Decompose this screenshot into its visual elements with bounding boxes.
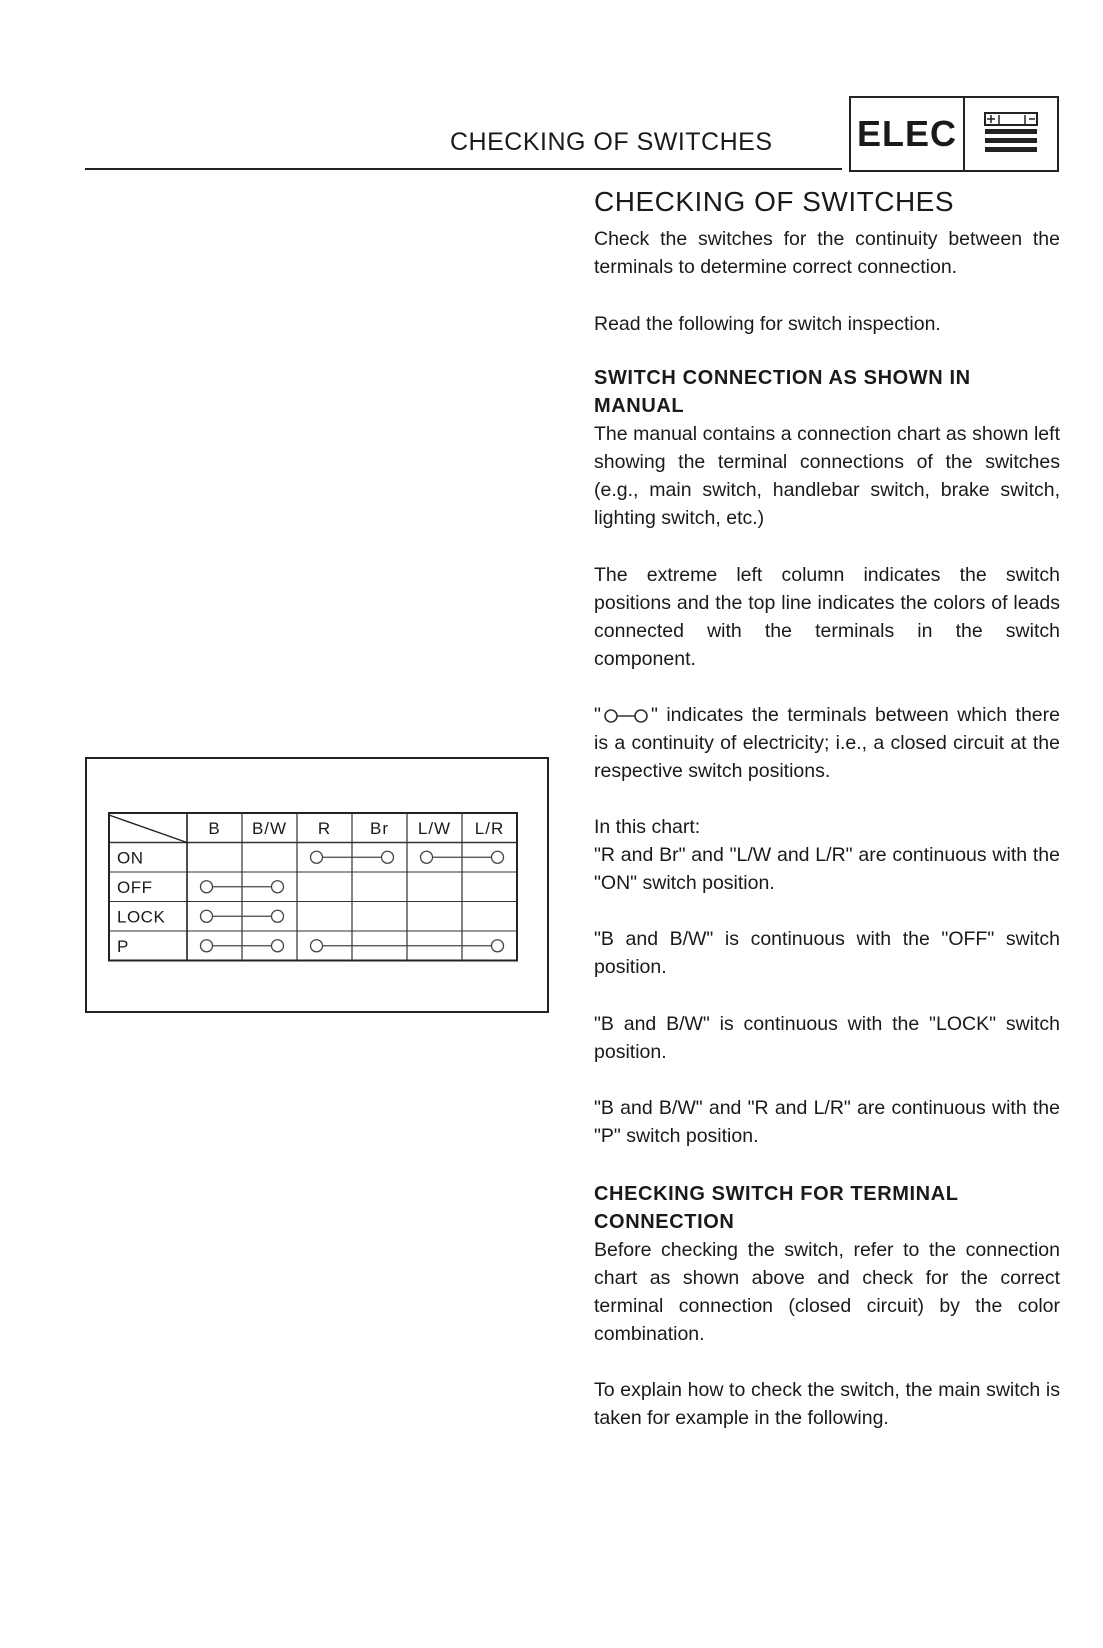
- chart-terminal-circle: [492, 940, 504, 952]
- quote-open: ": [594, 704, 601, 726]
- chart-column-header: L/W: [417, 818, 452, 838]
- on-paragraph: "R and Br" and "L/W and L/R" are continuous with the "ON" switch position.: [594, 844, 1060, 894]
- chart-column-header: L/R: [474, 818, 505, 838]
- p-paragraph: "B and B/W" and "R and L/R" are continuous with the "P" switch position.: [594, 1097, 1060, 1147]
- chart-intro: In this chart:: [594, 816, 701, 838]
- chart-terminal-circle: [201, 940, 213, 952]
- chart-row-label: LOCK: [117, 907, 166, 927]
- chart-terminal-circle: [311, 940, 323, 952]
- chart-terminal-circle: [492, 851, 504, 863]
- continuity-text: " indicates the terminals between which there is a continuity of electricity; i.e., a closed circuit at the respective switch positions.: [594, 704, 1060, 782]
- subheading-switch-connection: SWITCH CONNECTION AS SHOWN IN MANUAL: [594, 367, 971, 417]
- battery-connector-icon: [965, 98, 1057, 170]
- subheading-terminal-connection: CHECKING SWITCH FOR TERMINAL CONNECTION: [594, 1183, 959, 1233]
- chart-terminal-circle: [272, 910, 284, 922]
- chart-header-diagonal: [109, 815, 187, 843]
- chart-column-header: Br: [370, 818, 389, 838]
- explain-paragraph: To explain how to check the switch, the main switch is taken for example in the following.: [594, 1379, 1060, 1429]
- intro-paragraph: Check the switches for the continuity between the terminals to determine correct connection.: [594, 228, 1060, 278]
- section-badge: [849, 96, 1059, 172]
- chart-terminal-circle: [272, 940, 284, 952]
- chart-row-label: P: [117, 936, 129, 956]
- chart-column-header: R: [317, 818, 332, 838]
- continuity-paragraph: [594, 701, 1060, 785]
- section-heading: CHECKING OF SWITCHES: [594, 186, 955, 217]
- chart-terminal-circle: [421, 851, 433, 863]
- chart-terminal-circle: [382, 851, 394, 863]
- chart-terminal-circle: [311, 851, 323, 863]
- manual-paragraph: The manual contains a connection chart as shown left showing the terminal connections of the switches (e.g., main switch, handlebar switch, brake switch, lighting switch, etc.): [594, 423, 1060, 529]
- section-label: ELEC: [851, 98, 965, 170]
- read-paragraph: Read the following for switch inspection.: [594, 313, 941, 335]
- off-paragraph: "B and B/W" is continuous with the "OFF" switch position.: [594, 928, 1060, 978]
- header-rule: [85, 168, 842, 170]
- connection-chart-frame: [85, 757, 549, 1013]
- chart-column-header: B/W: [251, 818, 288, 838]
- chart-row-label: OFF: [117, 877, 153, 897]
- chart-row-label: ON: [117, 848, 144, 868]
- chart-terminal-circle: [201, 881, 213, 893]
- columns-paragraph: The extreme left column indicates the switch positions and the top line indicates the colors of leads connected with the terminals in the switch component.: [594, 564, 1060, 670]
- chart-terminal-circle: [201, 910, 213, 922]
- lock-paragraph: "B and B/W" is continuous with the "LOCK" switch position.: [594, 1013, 1060, 1063]
- continuity-symbol-icon: [601, 707, 651, 725]
- before-checking-paragraph: Before checking the switch, refer to the connection chart as shown above and check for the correct terminal connection (closed circuit) by the color combination.: [594, 1239, 1060, 1345]
- connection-chart: [87, 759, 547, 1011]
- chart-column-header: B: [208, 818, 221, 838]
- chart-table-border: [109, 813, 517, 961]
- chart-terminal-circle: [272, 881, 284, 893]
- page-header-title: CHECKING OF SWITCHES: [450, 128, 773, 156]
